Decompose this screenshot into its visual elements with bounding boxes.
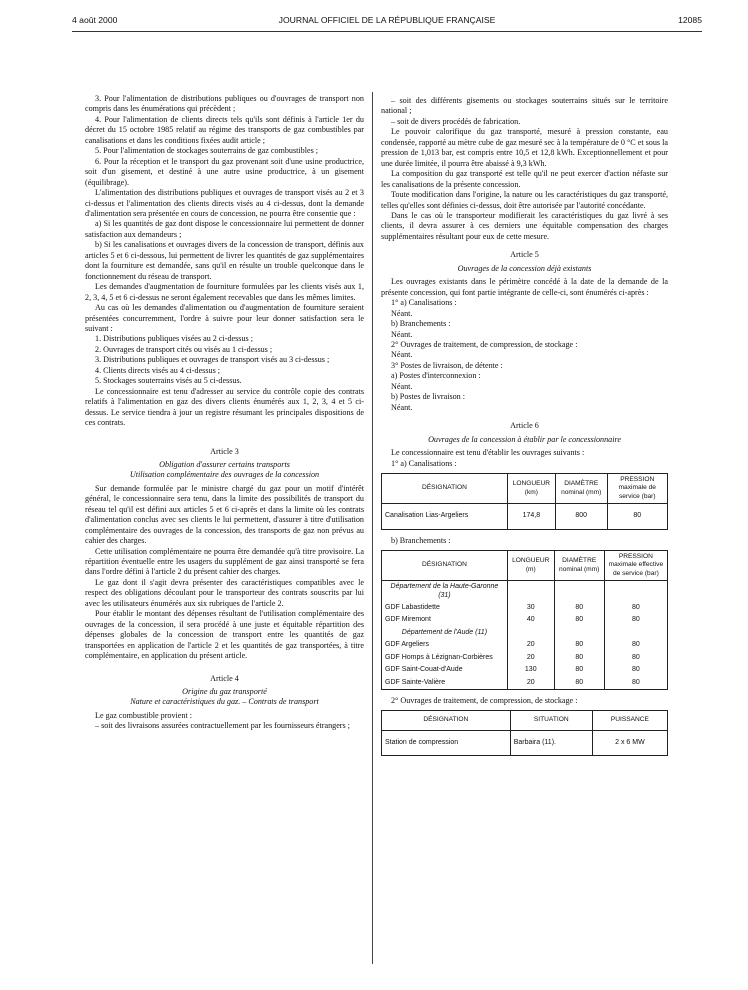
table-row — [382, 677, 668, 690]
table-cell: Barbaira (11). — [510, 730, 592, 755]
paragraph: 6. Pour la réception et le transport du gaz provenant soit d'une usine productrice, soit d'un gisement, et destiné à une autre usine productrice, à un gisement (équilibrage). — [85, 156, 364, 187]
paragraph: a) Si les quantités de gaz dont dispose le concessionnaire lui permettent de donner satisfaction aux demandeurs ; — [85, 219, 364, 239]
paragraph: 5. Pour l'alimentation de stockages souterrains de gaz combustibles ; — [95, 146, 319, 156]
list-item: 2° Ouvrages de traitement, de compression, de stockage : — [391, 339, 578, 349]
column-header: DIAMÈTRE nominal (mm) — [554, 551, 604, 581]
paragraph: 1. Distributions publiques visées au 2 ci-dessus ; — [95, 334, 253, 344]
paragraph: 3. Pour l'alimentation de distributions publiques ou d'ouvrages de transport non compris dans les énumérations qui précèdent ; — [85, 94, 364, 114]
paragraph: Sur demande formulée par le ministre chargé du gaz pour un motif d'intérêt général, le concessionnaire sera tenu, dans la limite des possibilités de transport du réseau tel qu'il est défini aux articles 5 et 6 ci-après et dans la limite où les contrats d'alimentation conclus avec ses clients le lui permettent, d'assurer à titre d'utilisation complémentaire des ouvrages de la concession, des transports de gaz non prévus au cahier des charges. — [85, 483, 364, 546]
paragraph: Les demandes d'augmentation de fourniture formulées par les clients visés aux 1, 2, 3, 4, 5 et 6 ci-dessus ne seront également recevables que dans les mêmes limites. — [85, 282, 364, 302]
table-cell: 20 — [507, 639, 554, 651]
header-rule — [72, 31, 702, 32]
article-3-title: Article 3 — [210, 446, 239, 456]
table-cell: 80 — [607, 504, 667, 529]
paragraph: – soit de divers procédés de fabrication. — [391, 116, 521, 126]
paragraph: Le concessionnaire est tenu d'établir les ouvrages suivants : — [391, 448, 585, 458]
table-cell: GDF Saint-Couat-d'Aude — [382, 664, 508, 676]
paragraph: b) Si les canalisations et ouvrages divers de la concession de transport, définis aux articles 5 et 6 ci-dessous, lui permettent de livrer les quantités de gaz supplémentaires dont la fourniture est demandée, sans qu'il en résulte un trouble quelconque dans le fonctionnement du réseau de transport. — [85, 240, 364, 281]
compression-table — [381, 710, 668, 756]
list-item: Néant. — [391, 329, 413, 339]
article-6-title: Article 6 — [510, 421, 539, 431]
paragraph: Pour établir le montant des dépenses résultant de l'utilisation complémentaire des ouvrages de la concession, il sera procédé à une juste et équitable répartition des dépenses globales de la concession de transport entre les quantités de gaz transportées en application de l'article 2 et les quantités de gaz transportées, à titre complémentaire, en application du présent article. — [85, 609, 364, 661]
column-header: DÉSIGNATION — [382, 473, 508, 503]
table-row — [382, 652, 668, 664]
paragraph: Le pouvoir calorifique du gaz transporté, mesuré à pression constante, eau condensée, rapporté au mètre cube de gaz mesuré sec à la température de 0 °C et sous la pression de 1,013 bar, est compris entre 10,5 et 12,8 kWh. Exceptionnellement et pour une durée limitée, il pourra être abaissé à 9,3 kWh. — [381, 127, 668, 168]
table-group-row — [382, 627, 668, 639]
column-header: PRESSION maximale de service (bar) — [607, 473, 667, 503]
table-cell: GDF Homps à Lézignan-Corbières — [382, 652, 508, 664]
right-column — [381, 96, 668, 762]
table-row — [382, 639, 668, 651]
table-cell: 80 — [604, 677, 667, 690]
table-cell: 80 — [604, 652, 667, 664]
table-row — [382, 730, 668, 755]
table-cell: 80 — [604, 602, 667, 614]
list-item: b) Postes de livraison : — [391, 392, 466, 402]
paragraph: Les ouvrages existants dans le périmètre concédé à la date de la demande de la présente concession, qui font partie intégrante de celle-ci, sont énumérés ci-après : — [381, 277, 668, 297]
column-header: DÉSIGNATION — [382, 711, 511, 730]
paragraph: 2. Ouvrages de transport cités ou visés au 1 ci-dessus ; — [95, 344, 273, 354]
table-cell: 80 — [554, 614, 604, 626]
list-item: 3° Postes de livraison, de détente : — [391, 360, 503, 370]
article-3-subtitle-2: Utilisation complémentaire des ouvrages de la concession — [129, 470, 320, 480]
table-cell: Canalisation Lias-Argeliers — [382, 504, 508, 529]
paragraph: – soit des différents gisements ou stockages souterrains situés sur le territoire national ; — [381, 96, 668, 116]
header-date: 4 août 2000 — [72, 15, 118, 25]
list-item: Néant. — [391, 308, 413, 318]
table-cell: GDF Miremont — [382, 614, 508, 626]
table-row — [382, 504, 668, 529]
table-cell: 130 — [507, 664, 554, 676]
table-cell: GDF Argeliers — [382, 639, 508, 651]
table-cell: GDF Labastidette — [382, 602, 508, 614]
paragraph: Le gaz dont il s'agit devra présenter des caractéristiques compatibles avec le respect des obligations découlant pour le transporteur des contrats souscrits par lui avec les utilisateurs énumérés aux six rubriques de l'article 2. — [85, 577, 364, 608]
page-header — [72, 15, 702, 29]
table-cell: 174,8 — [507, 504, 555, 529]
table-cell: Station de compression — [382, 730, 511, 755]
column-header: LONGUEUR (km) — [507, 473, 555, 503]
column-header: DIAMÈTRE nominal (mm) — [555, 473, 607, 503]
table-cell: 20 — [507, 652, 554, 664]
table-cell: 80 — [554, 602, 604, 614]
header-title: JOURNAL OFFICIEL DE LA RÉPUBLIQUE FRANÇAISE — [278, 15, 496, 25]
paragraph: Le concessionnaire est tenu d'adresser au service du contrôle copie des contrats relatifs à l'alimentation en gaz des divers clients énumérés aux 1, 2, 3, 4 et 5 ci-dessus. Le service tiendra à jour un registre résumant les principales dispositions de ces contrats. — [85, 386, 364, 428]
paragraph: Au cas où les demandes d'alimentation ou d'augmentation de fourniture seraient présentées concurremment, l'ordre à suivre pour leur donner satisfaction sera le suivant : — [85, 303, 364, 333]
list-item: Néant. — [391, 350, 413, 360]
table-cell: 2 x 6 MW — [592, 730, 667, 755]
table-cell: 80 — [554, 639, 604, 651]
table-cell: GDF Sainte-Valière — [382, 677, 508, 690]
list-item: Néant. — [391, 381, 413, 391]
article-5-subtitle: Ouvrages de la concession déjà existants — [457, 263, 592, 273]
list-item: 1° a) Canalisations : — [391, 298, 457, 308]
table-cell: 40 — [507, 614, 554, 626]
table-cell: 800 — [555, 504, 607, 529]
table-row — [382, 602, 668, 614]
article-5-title: Article 5 — [510, 250, 539, 260]
header-page-number: 12085 — [678, 15, 702, 25]
column-header: LONGUEUR (m) — [507, 551, 554, 581]
paragraph: – soit des livraisons assurées contractuellement par les fournisseurs étrangers ; — [95, 721, 350, 731]
paragraph: Cette utilisation complémentaire ne pourra être demandée qu'à titre provisoire. La répartition éventuelle entre les usagers du supplément de gaz ainsi transporté se fera dans l'ordre défini à l'article 2 du présent cahier des charges. — [85, 546, 364, 577]
column-divider — [372, 92, 373, 964]
paragraph: Dans le cas où le transporteur modifierait les caractéristiques du gaz livré à ses clients, il devra assurer à ces derniers une équitable compensation des charges supplémentaires résultant pour eux de cette mesure. — [381, 210, 668, 241]
table-row — [382, 614, 668, 626]
table-group-row — [382, 581, 668, 602]
table-cell: 80 — [604, 639, 667, 651]
canalisations-table — [381, 473, 668, 530]
department-label: Département de l'Aude (11) — [382, 627, 508, 639]
department-label: Département de la Haute-Garonne (31) — [382, 581, 508, 602]
column-header: PRESSION maximale effective de service (bar) — [604, 551, 667, 581]
article-4-subtitle-2: Nature et caractéristiques du gaz. – Contrats de transport — [130, 697, 319, 707]
paragraph: 4. Pour l'alimentation de clients directs tels qu'ils sont définis à l'article 1er du décret du 15 octobre 1985 relatif au régime des transports de gaz combustibles par canalisations et dans les conditions fixées audit article ; — [85, 114, 364, 145]
table-cell: 80 — [604, 614, 667, 626]
paragraph: Le gaz combustible provient : — [95, 710, 193, 720]
table-cell: 80 — [604, 664, 667, 676]
column-header: PUISSANCE — [592, 711, 667, 730]
column-header: DÉSIGNATION — [382, 551, 508, 581]
article-4-subtitle: Origine du gaz transporté — [182, 687, 267, 697]
table-cell: 30 — [507, 602, 554, 614]
paragraph: Toute modification dans l'origine, la nature ou les caractéristiques du gaz transporté, telles qu'elles sont définies ci-dessus, doit être autorisée par l'autorité concédante. — [381, 190, 668, 210]
paragraph: 5. Stockages souterrains visés au 5 ci-dessus. — [95, 376, 242, 386]
list-item: 1° a) Canalisations : — [391, 458, 457, 468]
paragraph: L'alimentation des distributions publiques et ouvrages de transport visés au 2 et 3 ci-dessus et l'alimentation des clients directs visés au 4 ci-dessus, dont la demande d'alimentation sera présentée en cours de concession, ne pourra être consentie que : — [85, 188, 364, 218]
article-3-subtitle: Obligation d'assurer certains transports — [159, 459, 290, 469]
paragraph: 4. Clients directs visés au 4 ci-dessus ; — [95, 365, 221, 375]
list-item: 2° Ouvrages de traitement, de compression, de stockage : — [391, 695, 578, 705]
left-column — [85, 94, 364, 732]
paragraph: 3. Distributions publiques et ouvrages de transport visés au 3 ci-dessus ; — [95, 355, 330, 365]
list-item: b) Branchements : — [391, 535, 451, 545]
table-row — [382, 664, 668, 676]
article-6-subtitle: Ouvrages de la concession à établir par le concessionnaire — [428, 434, 621, 444]
table-cell: 80 — [554, 652, 604, 664]
paragraph: La composition du gaz transporté est telle qu'il ne peut exercer d'action néfaste sur les canalisations de la présente concession. — [381, 169, 668, 189]
table-cell: 80 — [554, 664, 604, 676]
column-header: SITUATION — [510, 711, 592, 730]
table-cell: 80 — [554, 677, 604, 690]
list-item: b) Branchements : — [391, 319, 451, 329]
table-cell: 20 — [507, 677, 554, 690]
branchements-table — [381, 550, 668, 690]
list-item: Néant. — [391, 402, 413, 412]
article-4-title: Article 4 — [210, 673, 239, 683]
list-item: a) Postes d'interconnexion : — [391, 371, 481, 381]
